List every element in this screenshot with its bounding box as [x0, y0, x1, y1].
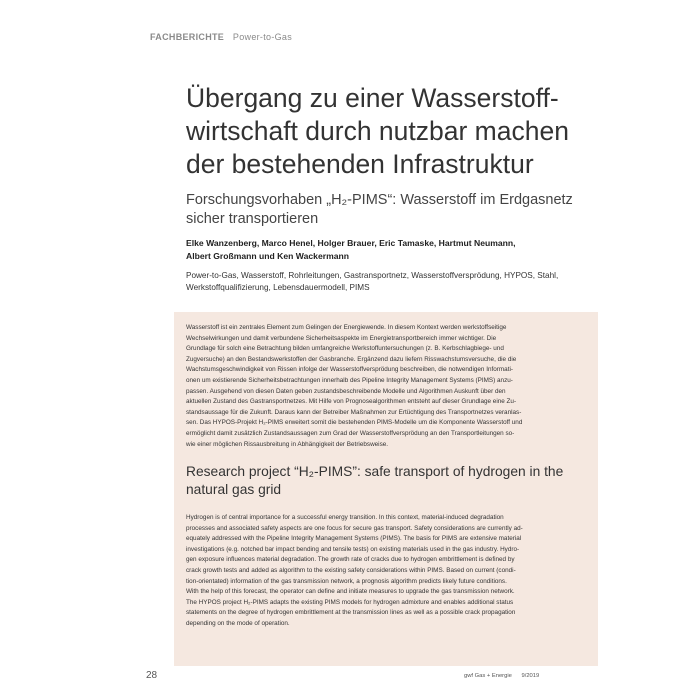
- abstract-line: processes and associated safety aspects are one focus for secure gas transport. Safety considerations are currently ad-: [186, 524, 523, 532]
- running-header: [150, 32, 292, 42]
- abstract-line: crack growth tests and added as algorithm to the existing safety considerations within PIMS. Based on current (condi-: [186, 566, 516, 574]
- abstract-line: Wechselwirkungen und damit verbundene Sicherheitsaspekte im Energietransportbereich immer wichtiger. Die: [186, 334, 497, 342]
- article-subtitle: [186, 191, 573, 229]
- abstract-line: Zugversuche) an den Bestandswerkstoffen der Gasbranche. Ergänzend dazu liefern Risswachstumsversuche, die die: [186, 355, 517, 363]
- subtitle-line: sicher transportieren: [186, 211, 319, 227]
- english-title-line: Research project “H₂-PIMS”: safe transport of hydrogen in the: [186, 464, 564, 479]
- page-number: 28: [146, 670, 158, 681]
- title-line: Übergang zu einer Wasserstoff-: [186, 83, 559, 113]
- abstract-line: ermöglicht damit zusätzlich Zustandsaussagen zum Grad der Wasserstoffversprödung an den Transportleitungen so-: [186, 429, 515, 437]
- abstract-line: Grundlage für solch eine Betrachtung bilden umfangreiche Werkstoffuntersuchungen (z. B. Kerbschlagbiege- und: [186, 345, 504, 353]
- abstract-line: investigations (e.g. notched bar impact bending and tensile tests) on existing materials used in the gas industry. Hydro-: [186, 545, 520, 553]
- article-title: [186, 82, 569, 181]
- issue-number: 9/2019: [521, 673, 540, 679]
- abstract-line: sen. Das HYPOS-Projekt H₂-PIMS erweitert somit die bestehenden PIMS-Modelle um die Komponente Wasserstoff und: [186, 419, 523, 427]
- abstract-line: gen exposure influences material degradation. The growth rate of cracks due to hydrogen embrittlement is defined by: [186, 556, 515, 564]
- abstract-german: [186, 323, 588, 450]
- author-list: [186, 237, 546, 262]
- title-line: wirtschaft durch nutzbar machen: [186, 116, 569, 146]
- authors-line: Elke Wanzenberg, Marco Henel, Holger Brauer, Eric Tamaske, Hartmut Neumann,: [186, 238, 516, 248]
- abstract-line: onen um existierende Sicherheitsbetrachtungen innerhalb des Pipeline Integrity Management Systems (PIMS) anzu-: [186, 376, 513, 384]
- journal-footer: [464, 673, 539, 679]
- subtitle-line: Forschungsvorhaben „H₂-PIMS“: Wasserstoff im Erdgasnetz: [186, 192, 573, 208]
- abstract-line: Wasserstoff ist ein zentrales Element zum Gelingen der Energiewende. In diesem Kontext werden werkstoffseitige: [186, 324, 507, 331]
- journal-name: gwf Gas + Energie: [464, 673, 512, 679]
- english-title: [186, 463, 586, 499]
- title-line: der bestehenden Infrastruktur: [186, 149, 534, 179]
- abstract-line: tion-orientated) information of the gas transmission network, a prognosis algorithm predicts likely future conditions.: [186, 577, 507, 585]
- keywords-line: Power-to-Gas, Wasserstoff, Rohrleitungen, Gastransportnetz, Wasserstoffversprödung, HYPOS, Stahl,: [186, 271, 559, 280]
- abstract-line: depending on the mode of operation.: [186, 619, 290, 627]
- abstract-line: statements on the degree of hydrogen embrittlement at the transmission lines as well as a possible crack propagation: [186, 609, 516, 617]
- abstract-line: Hydrogen is of central importance for a successful energy transition. In this context, material-induced degradation: [186, 514, 504, 521]
- section-label: FACHBERICHTE: [150, 32, 225, 42]
- english-title-line: natural gas grid: [186, 482, 282, 497]
- keywords-line: Werkstoffqualifizierung, Lebensdauermodell, PIMS: [186, 283, 370, 292]
- abstract-line: Wachstumsgeschwindigkeit von Rissen infolge der Wasserstoffversprödung beschreiben, die notwendigen Informati-: [186, 366, 513, 374]
- keyword-list: [186, 270, 559, 294]
- abstract-line: wie einer möglichen Rissausbreitung in Abhängigkeit der Betriebsweise.: [186, 440, 389, 448]
- abstract-line: With the help of this forecast, the operator can define and initiate measures to upgrade the gas transmission network.: [186, 588, 515, 596]
- abstract-line: The HYPOS project H₂-PIMS adapts the existing PIMS models for hydrogen admixture and enables additional status: [186, 598, 514, 606]
- abstract-line: passen. Ausgehend von diesen Daten geben zustandsbeschreibende Modelle und Algorithmen Auskunft über den: [186, 387, 506, 395]
- abstract-line: standsaussage für die Zukunft. Daraus kann der Betreiber Maßnahmen zur Ertüchtigung des Transportnetzes veranlas-: [186, 408, 522, 416]
- authors-line: Albert Großmann und Ken Wackermann: [186, 250, 349, 261]
- topic-label: Power-to-Gas: [232, 32, 293, 42]
- abstract-line: aktuellen Zustand des Gastransportnetzes. Mit Hilfe von Prognosealgorithmen entsteht auf dieser Grundlage eine Zu-: [186, 398, 517, 406]
- abstract-english: [186, 513, 588, 630]
- abstract-line: equately addressed with the Pipeline Integrity Management Systems (PIMS). The basis for PIMS are extensive material: [186, 535, 522, 543]
